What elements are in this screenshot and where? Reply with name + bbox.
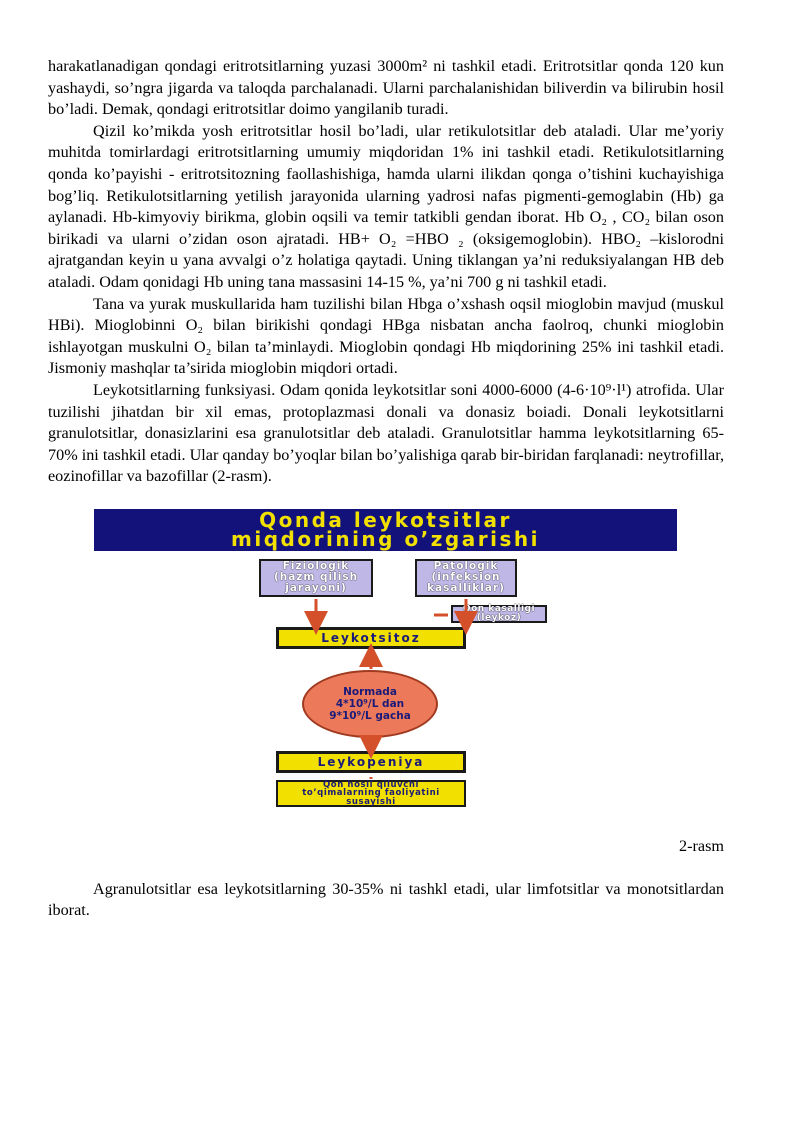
leukemia-line-1: Qon kasalligi bbox=[462, 604, 536, 615]
normal-line-3: 9*10⁹/L gacha bbox=[329, 709, 411, 722]
leukemia-line-2: (leykoz) bbox=[476, 612, 522, 623]
physiological-line-3: jarayoni) bbox=[285, 582, 347, 595]
pathological-line-2: (infeksion bbox=[431, 571, 501, 584]
pathological-line-1: Patologik bbox=[433, 560, 499, 573]
pathological-line-3: kasalliklar) bbox=[427, 582, 505, 595]
diagram-connectors bbox=[94, 509, 677, 807]
paragraph-5: Agranulotsitlar esa leykotsitlarning 30-35% ni tashkl etadi, ular limfotsitlar va monotsitlardan iborat. bbox=[48, 879, 724, 920]
paragraph-1: harakatlanadigan qondagi eritrotsitlarning yuzasi 3000m² ni tashkil etadi. Eritrotsitlar qonda 120 kun yashaydi, so’ngra jigarda va taloqda parchalanadi. Ularni parchalanishidan biliverdin va bilirubin hosil bo’ladi. Demak, qondagi eritrotsitlar doimo yangilanib turadi. bbox=[48, 57, 724, 119]
normal-line-2: 4*10⁹/L dan bbox=[335, 697, 405, 710]
leukopenia-box: Leykopeniya bbox=[276, 751, 466, 773]
figure-caption: 2-rasm bbox=[679, 836, 724, 855]
paragraph-3: Tana va yurak muskullarida ham tuzilishi bilan Hbga o’xshash oqsil mioglobin mavjud (muskul HBi). Mioglobinni O₂ bilan birikishi qondagi HBga nisbatan ancha faolroq, chunki mioglobin ishlayotgan muskulni O₂ bilan ta’minlaydi. Mioglobin qondagi Hb miqdorining 25% ini tashkil etadi. Jismoniy mashqlar ta’sirida mioglobin miqdori ortadi. bbox=[48, 294, 724, 378]
normal-line-1: Normada bbox=[343, 685, 397, 698]
physiological-line-1: Fiziologik bbox=[282, 560, 350, 573]
physiological-line-2: (hazm qilish bbox=[273, 571, 359, 584]
paragraph-4: Leykotsitlarning funksiyasi. Odam qonida leykotsitlar soni 4000-6000 (4-6·10⁹·l¹) atrofida. Ular tuzilishi jihatdan bir xil emas, protoplazmasi donali va donasiz boiadi. Donali leykotsitlarni granulotsitlar, donasizlarini esa granulotsitlar deb ataladi. Granulotsitlar hamma leykotsitlarning 65-70% ini tashkil etadi. Ular qanday bo’yoqlar bilan bo’yalishiga qarab bir-biridan farqlanadi: neytrofillar, eozinofillar va bazofillar (2-rasm). bbox=[48, 380, 724, 486]
page-content bbox=[48, 56, 724, 922]
suppression-line-2: to’qimalarning faoliyatini bbox=[302, 788, 440, 799]
leukocytosis-box: Leykotsitoz bbox=[276, 627, 466, 649]
paragraph-2: Qizil ko’mikda yosh eritrotsitlar hosil bo’ladi, ular retikulotsitlar deb ataladi. Ular me’yoriy muhitda tomirlardagi eritrotsitlarning umumiy miqdoridan 1% ini tashkil etadi. Retikulotsitlarning qonda ko’payishi - eritrotsitozning faollashishiga, hamda ularni ilikdan qonga o’tishini kuchayishiga bog’liq. Retikulotsitlarning yetilish jarayonida ularning yadrosi nafas pigmenti-gemoglabin (Hb) ga aylanadi. Hb-kimyoviy birikma, globin oqsili va temir tatkibli gendan iborat. Hb O₂ , CO₂ bilan oson birikadi va ularni o’zidan oson ajratadi. HB+ O₂ =HBO ₂ (oksigemoglobin). HBO₂ –kislorodni ajratgandan keyin u yana avvalgi o’z holatiga qaytadi. Uning tiklangan ya’ni reduksiyalangan HB deb ataladi. Odam qonidagi Hb uning tana massasini 14-15 %, ya’ni 700 g ni tashkil etadi. bbox=[48, 121, 724, 291]
diagram-title-line-2: miqdorining o’zgarishi bbox=[231, 526, 540, 551]
diagram-title-line-1: Qonda leykotsitlar bbox=[259, 507, 512, 532]
leukocyte-diagram bbox=[94, 509, 677, 807]
suppression-line-3: susayishi bbox=[346, 796, 396, 807]
suppression-line-1: Qon hosil qiluvchi bbox=[322, 779, 420, 790]
